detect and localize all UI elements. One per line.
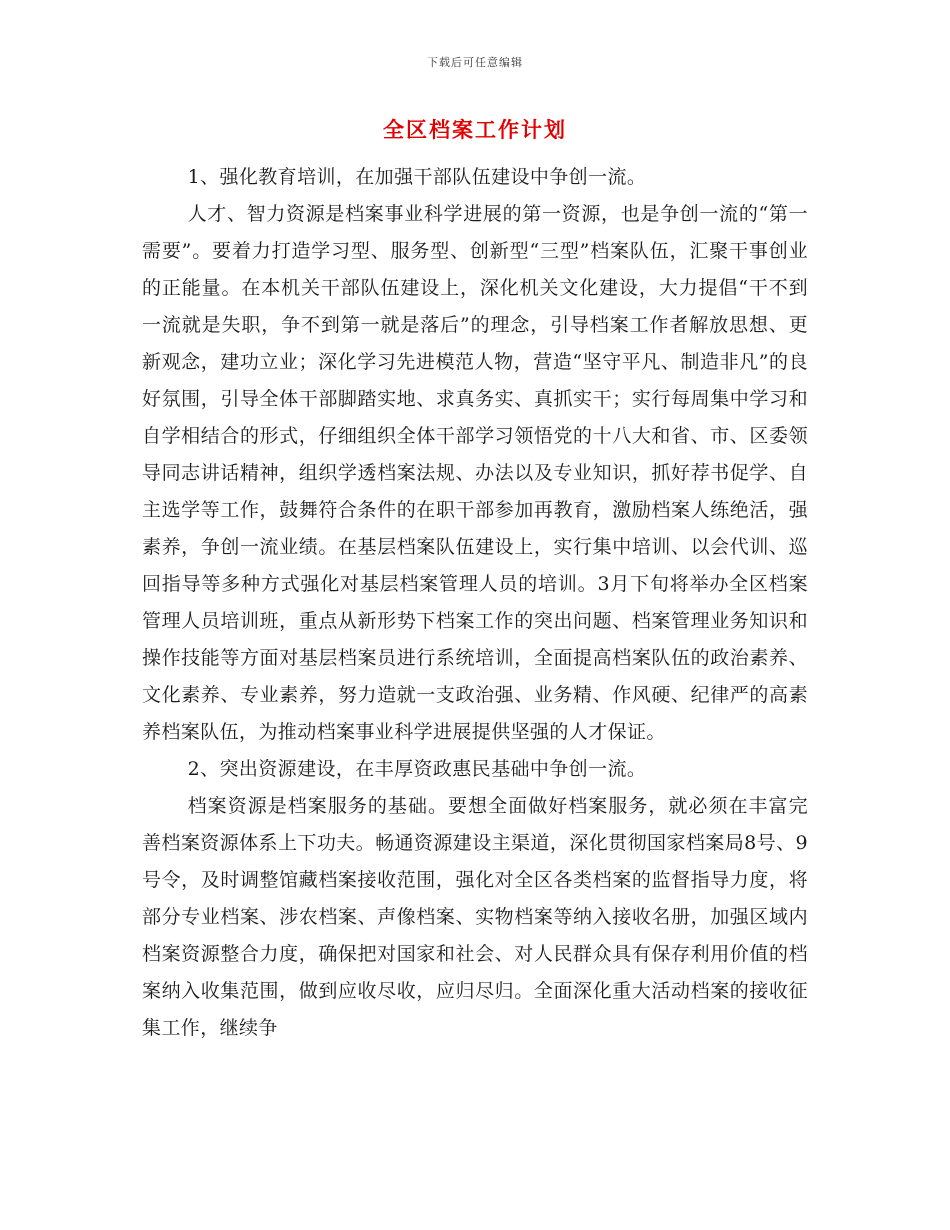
- paragraph-section-2-body: 档案资源是档案服务的基础。要想全面做好档案服务，就必须在丰富完善档案资源体系上下功夫。畅通资源建设主渠道，深化贯彻国家档案局8号、9号令，及时调整馆藏档案接收范围，强化对全区各类档案的监督指导力度，将部分专业档案、涉农档案、声像档案、实物档案等纳入接收名册，加强区域内档案资源整合力度，确保把对国家和社会、对人民群众具有保存利用价值的档案纳入收集范围，做到应收尽收，应归尽归。全面深化重大活动档案的接收征集工作，继续争: [142, 795, 808, 1039]
- document-body: [142, 159, 808, 1047]
- page-header-note: 下载后可任意编辑: [427, 56, 523, 69]
- document-title: 全区档案工作计划: [383, 117, 567, 142]
- paragraph-section-1-heading: 1、强化教育培训，在加强干部队伍建设中争创一流。: [187, 166, 647, 188]
- paragraph-section-2-heading: 2、突出资源建设，在丰厚资政惠民基础中争创一流。: [187, 758, 647, 780]
- paragraph-section-1-body: 人才、智力资源是档案事业科学进展的第一资源，也是争创一流的“第一需要”。要着力打造学习型、服务型、创新型“三型”档案队伍，汇聚干事创业的正能量。在本机关干部队伍建设上，深化机关文化建设，大力提倡“干不到一流就是失职，争不到第一就是落后”的理念，引导档案工作者解放思想、更新观念，建功立业；深化学习先进模范人物，营造“坚守平凡、制造非凡”的良好氛围，引导全体干部脚踏实地、求真务实、真抓实干；实行每周集中学习和自学相结合的形式，仔细组织全体干部学习领悟党的十八大和省、市、区委领导同志讲话精神，组织学透档案法规、办法以及专业知识，抓好荐书促学、自主选学等工作，鼓舞符合条件的在职干部参加再教育，激励档案人练绝活，强素养，争创一流业绩。在基层档案队伍建设上，实行集中培训、以会代训、巡回指导等多种方式强化对基层档案管理人员的培训。3月下旬将举办全区档案管理人员培训班，重点从新形势下档案工作的突出问题、档案管理业务知识和操作技能等方面对基层档案员进行系统培训，全面提高档案队伍的政治素养、文化素养、专业素养，努力造就一支政治强、业务精、作风硬、纪律严的高素养档案队伍，为推动档案事业科学进展提供坚强的人才保证。: [142, 203, 808, 743]
